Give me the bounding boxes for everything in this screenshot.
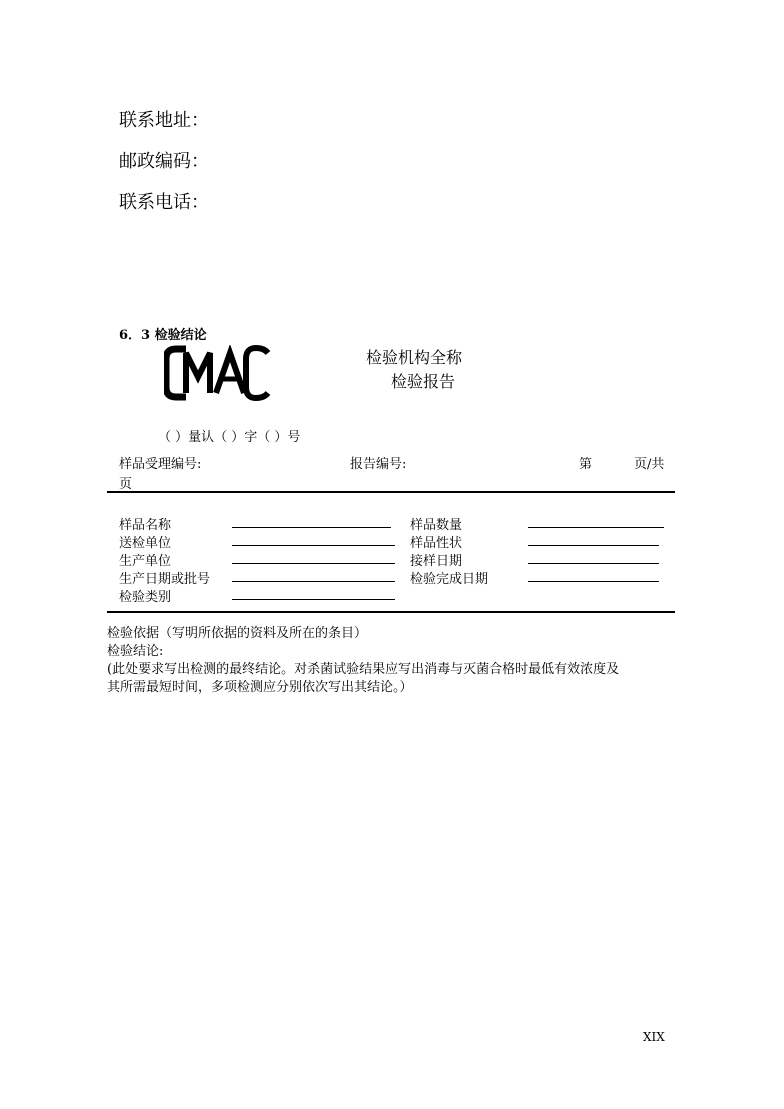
conclusion-note-line1: (此处要求写出检测的最终结论。对杀菌试验结果应写出消毒与灭菌合格时最低有效浓度及 <box>107 662 620 677</box>
section-title: 6．3 检验结论 <box>119 328 207 343</box>
field-line-date-batch <box>232 581 395 582</box>
report-title: 检验报告 <box>391 372 456 391</box>
field-line-complete-date <box>528 581 659 582</box>
field-label-sample-name: 样品名称 <box>119 518 172 533</box>
field-label-sample-qty: 样品数量 <box>410 518 463 533</box>
top-rule <box>107 491 675 493</box>
field-label-date-batch: 生产日期或批号 <box>119 572 211 587</box>
field-label-submit-unit: 送检单位 <box>119 536 172 551</box>
contact-address-label: 联系地址： <box>119 110 209 131</box>
field-line-receive-date <box>528 563 659 564</box>
field-label-complete-date: 检验完成日期 <box>410 572 489 587</box>
cma-logo-graphic <box>164 345 272 401</box>
field-line-test-type <box>232 599 395 600</box>
conclusion-label: 检验结论: <box>107 644 164 659</box>
page-number: XIX <box>643 1030 665 1044</box>
field-label-producer: 生产单位 <box>119 554 172 569</box>
org-name: 检验机构全称 <box>366 348 463 367</box>
field-line-sample-name <box>232 527 391 528</box>
field-label-receive-date: 接样日期 <box>410 554 463 569</box>
field-line-sample-qty <box>528 527 664 528</box>
contact-postcode-label: 邮政编码： <box>119 151 209 172</box>
page-suffix: 页/共 <box>634 457 665 472</box>
bottom-rule <box>107 611 675 613</box>
basis-label: 检验依据（写明所依据的资料及所在的条目） <box>107 626 368 641</box>
field-label-sample-state: 样品性状 <box>410 536 463 551</box>
field-label-test-type: 检验类别 <box>119 590 172 605</box>
page-wrap: 页 <box>119 477 133 492</box>
field-line-submit-unit <box>232 545 395 546</box>
conclusion-note-line2: 其所需最短时间，多项检测应分别依次写出其结论。） <box>107 680 413 695</box>
cma-logo <box>164 345 272 401</box>
accept-no-label: 样品受理编号: <box>119 457 202 472</box>
cert-number: （ ）量认（ ）字（ ）号 <box>158 430 301 445</box>
report-no-label: 报告编号: <box>350 457 407 472</box>
contact-phone-label: 联系电话： <box>119 192 209 213</box>
page-prefix: 第 <box>579 457 593 472</box>
field-line-sample-state <box>528 545 659 546</box>
field-line-producer <box>232 563 395 564</box>
